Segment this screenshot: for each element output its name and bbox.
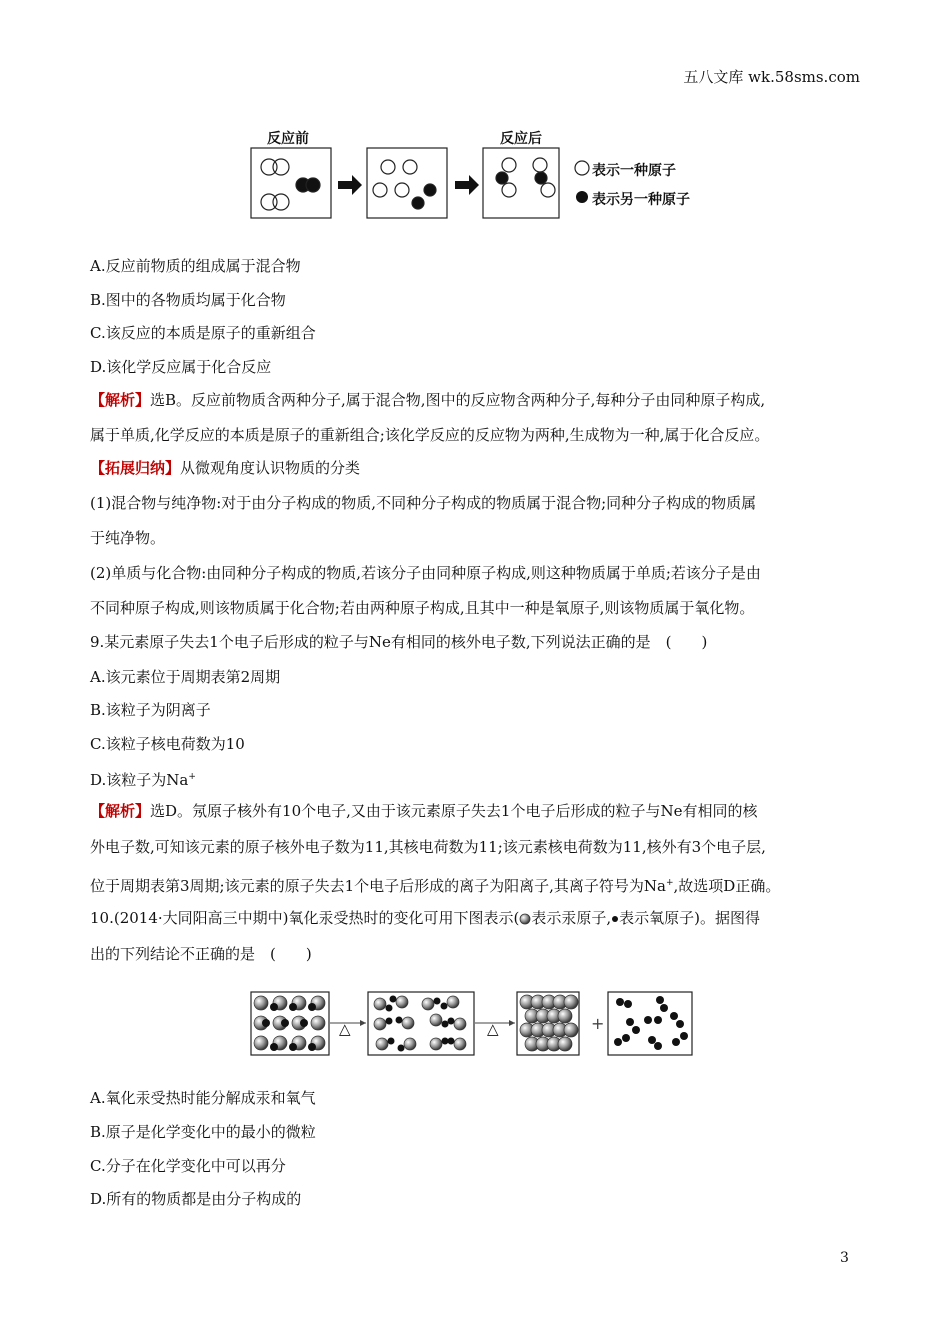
oxygen-atom bbox=[614, 1038, 622, 1046]
q10-stem-c: 表示氧原子)。据图得 bbox=[619, 909, 760, 927]
legend-filled-atom bbox=[576, 191, 588, 203]
oxygen-atom bbox=[289, 1003, 297, 1011]
filled-atom bbox=[424, 184, 436, 196]
q10-stem-a: 10.(2014·大同阳高三中期中)氧化汞受热时的变化可用下图表示( bbox=[90, 909, 520, 927]
open-atom bbox=[395, 183, 409, 197]
mercury-atom bbox=[422, 998, 434, 1010]
page-number: 3 bbox=[840, 1250, 849, 1266]
open-atom bbox=[273, 159, 289, 175]
oxygen-atom bbox=[442, 1021, 449, 1028]
q9-option-a: A.该元素位于周期表第2周期 bbox=[90, 668, 281, 686]
open-atom bbox=[533, 158, 547, 172]
mercury-atom bbox=[558, 1037, 572, 1051]
oxygen-atom bbox=[680, 1032, 688, 1040]
q10-option-c: C.分子在化学变化中可以再分 bbox=[90, 1157, 286, 1175]
extend-heading bbox=[90, 458, 360, 478]
arrow-head bbox=[360, 1020, 366, 1026]
oxygen-atom bbox=[434, 998, 441, 1005]
oxygen-atom-icon bbox=[611, 914, 619, 924]
superscript-plus: + bbox=[665, 878, 674, 888]
middle-box bbox=[367, 148, 447, 218]
filled-atom bbox=[306, 178, 320, 192]
oxygen-atom bbox=[262, 1019, 270, 1027]
oxygen-atom bbox=[442, 1038, 449, 1045]
oxygen-atom bbox=[660, 1004, 668, 1012]
oxygen-atom bbox=[672, 1038, 680, 1046]
arrow-2 bbox=[455, 175, 479, 195]
mercury-atom bbox=[564, 1023, 578, 1037]
mercury-atom bbox=[376, 1038, 388, 1050]
superscript-plus: + bbox=[188, 772, 196, 782]
analysis-text: 选D。氖原子核外有10个电子,又由于该元素原子失去1个电子后形成的粒子与Ne有相同的核 bbox=[150, 802, 758, 820]
mercury-atom bbox=[254, 1036, 268, 1050]
oxygen-atom bbox=[396, 1017, 403, 1024]
q8-option-b: B.图中的各物质均属于化合物 bbox=[90, 291, 286, 309]
extend-p1-line2: 于纯净物。 bbox=[90, 529, 166, 547]
q9-stem: 9.某元素原子失去1个电子后形成的粒子与Ne有相同的核外电子数,下列说法正确的是 ( ) bbox=[90, 633, 708, 651]
mercury-atom bbox=[254, 996, 268, 1010]
mercury-atom bbox=[402, 1017, 414, 1029]
analysis-text-end: ,故选项D正确。 bbox=[673, 877, 781, 895]
q9-option-d bbox=[90, 767, 196, 790]
oxygen-atom bbox=[308, 1043, 316, 1051]
mercury-atom bbox=[447, 996, 459, 1008]
extend-title: 从微观角度认识物质的分类 bbox=[180, 459, 361, 477]
oxygen-atom bbox=[656, 996, 664, 1004]
q9-analysis-line2: 外电子数,可知该元素的原子核外电子数为11,其核电荷数为11;该元素核电荷数为11,核外有3个电子层, bbox=[90, 838, 766, 856]
mercury-atom bbox=[430, 1038, 442, 1050]
mercury-atom bbox=[374, 998, 386, 1010]
analysis-tag: 【解析】 bbox=[90, 802, 151, 820]
oxygen-atom bbox=[448, 1038, 455, 1045]
legend-open-atom bbox=[575, 161, 589, 175]
q9-analysis-line1 bbox=[90, 801, 757, 821]
oxygen-atom bbox=[270, 1043, 278, 1051]
q10-stem-b: 表示汞原子, bbox=[531, 909, 612, 927]
oxygen-atom bbox=[654, 1016, 662, 1024]
oxygen-atom bbox=[390, 996, 397, 1003]
oxygen-atom bbox=[616, 998, 624, 1006]
mercury-atom bbox=[396, 996, 408, 1008]
oxygen-atom bbox=[270, 1003, 278, 1011]
legend-filled-label: 表示另一种原子 bbox=[592, 192, 690, 208]
label-before-reaction: 反应前 bbox=[267, 131, 309, 147]
q8-analysis-line2: 属于单质,化学反应的本质是原子的重新组合;该化学反应的反应物为两种,生成物为一种,属于化合反应。 bbox=[90, 426, 770, 444]
oxygen-atom bbox=[300, 1019, 308, 1027]
oxygen-atom bbox=[670, 1012, 678, 1020]
q9-option-d-text: D.该粒子为Na bbox=[90, 771, 189, 789]
analysis-tag: 【解析】 bbox=[90, 391, 151, 409]
q10-option-b: B.原子是化学变化中的最小的微粒 bbox=[90, 1123, 316, 1141]
oxygen-atom bbox=[289, 1043, 297, 1051]
mercury-atom bbox=[454, 1038, 466, 1050]
oxygen-atom bbox=[676, 1020, 684, 1028]
oxygen-atom bbox=[648, 1036, 656, 1044]
q9-option-c: C.该粒子核电荷数为10 bbox=[90, 735, 245, 753]
oxygen-atom bbox=[308, 1003, 316, 1011]
oxygen-atom bbox=[388, 1038, 395, 1045]
mercury-atom bbox=[454, 1018, 466, 1030]
mercury-atom bbox=[311, 1016, 325, 1030]
heat-symbol-2: △ bbox=[487, 1020, 499, 1038]
oxygen-atom bbox=[626, 1018, 634, 1026]
oxygen-atom bbox=[644, 1016, 652, 1024]
oxygen-atom bbox=[654, 1042, 662, 1050]
extend-p2-line2: 不同种原子构成,则该物质属于化合物;若由两种原子构成,且其中一种是氧原子,则该物质属于氧化物。 bbox=[90, 599, 755, 617]
site-header: 五八文库 wk.58sms.com bbox=[683, 68, 860, 86]
open-atom bbox=[403, 160, 417, 174]
extend-tag: 【拓展归纳】 bbox=[90, 459, 181, 477]
mercury-atom bbox=[374, 1018, 386, 1030]
mercury-atom bbox=[558, 1009, 572, 1023]
q10-option-d: D.所有的物质都是由分子构成的 bbox=[90, 1190, 302, 1208]
mercury-atom bbox=[564, 995, 578, 1009]
plus-symbol: + bbox=[591, 1014, 605, 1033]
filled-atom bbox=[535, 172, 547, 184]
analysis-text: 选B。反应前物质含两种分子,属于混合物,图中的反应物含两种分子,每种分子由同种原子构成, bbox=[150, 391, 766, 409]
mercury-atom-icon bbox=[519, 913, 531, 925]
open-atom bbox=[502, 158, 516, 172]
oxygen-atom bbox=[448, 1018, 455, 1025]
oxygen-atom bbox=[386, 1018, 393, 1025]
oxygen-atom bbox=[281, 1019, 289, 1027]
arrow-head bbox=[509, 1020, 515, 1026]
extend-p2-line1: (2)单质与化合物:由同种分子构成的物质,若该分子由同种原子构成,则这种物质属于单质;若该分子是由 bbox=[90, 564, 761, 582]
open-atom bbox=[502, 183, 516, 197]
oxygen-atom bbox=[386, 1005, 393, 1012]
mercury-atom bbox=[430, 1014, 442, 1026]
extend-p1-line1: (1)混合物与纯净物:对于由分子构成的物质,不同种分子构成的物质属于混合物;同种分子构成的物质属 bbox=[90, 494, 757, 512]
oxygen-atom bbox=[632, 1026, 640, 1034]
q8-option-c: C.该反应的本质是原子的重新组合 bbox=[90, 324, 316, 342]
after-box bbox=[483, 148, 559, 218]
open-atom bbox=[273, 194, 289, 210]
heat-symbol-1: △ bbox=[339, 1020, 351, 1038]
filled-atom bbox=[496, 172, 508, 184]
q8-option-a: A.反应前物质的组成属于混合物 bbox=[90, 257, 301, 275]
q9-option-b: B.该粒子为阴离子 bbox=[90, 701, 211, 719]
q8-analysis-line1 bbox=[90, 390, 765, 410]
open-atom bbox=[541, 183, 555, 197]
filled-atom bbox=[412, 197, 424, 209]
q9-analysis-line3 bbox=[90, 873, 780, 896]
before-box bbox=[251, 148, 331, 218]
q8-option-d: D.该化学反应属于化合反应 bbox=[90, 358, 272, 376]
open-atom bbox=[373, 183, 387, 197]
oxygen-atom bbox=[398, 1045, 405, 1052]
oxygen-atom bbox=[441, 1003, 448, 1010]
label-after-reaction: 反应后 bbox=[500, 131, 542, 147]
reaction-diagram bbox=[250, 145, 710, 225]
arrow-1 bbox=[338, 175, 362, 195]
oxygen-atom bbox=[624, 1000, 632, 1008]
oxygen-atom bbox=[622, 1034, 630, 1042]
mercury-atom bbox=[404, 1038, 416, 1050]
q10-stem-line1 bbox=[90, 908, 760, 928]
q10-option-a: A.氧化汞受热时能分解成汞和氧气 bbox=[90, 1089, 316, 1107]
mercury-oxide-diagram bbox=[250, 990, 695, 1060]
analysis-text: 位于周期表第3周期;该元素的原子失去1个电子后形成的离子为阳离子,其离子符号为Na bbox=[90, 877, 666, 895]
q10-stem-line2: 出的下列结论不正确的是 ( ) bbox=[90, 945, 312, 963]
legend-open-label: 表示一种原子 bbox=[592, 163, 676, 179]
open-atom bbox=[381, 160, 395, 174]
